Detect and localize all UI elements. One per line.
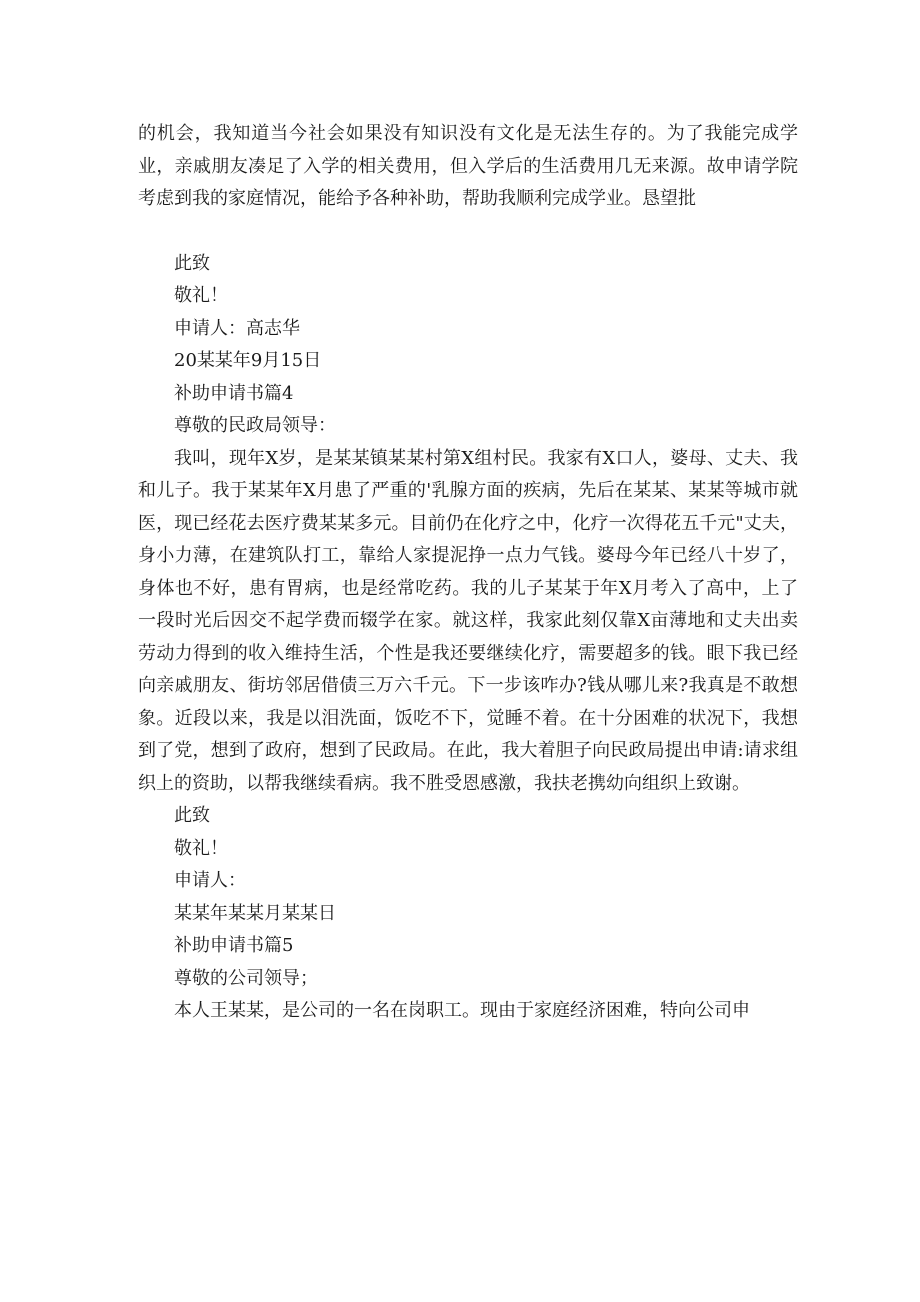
applicant-signature: 申请人：高志华 xyxy=(174,317,300,339)
paragraph-application-body-4: 我叫，现年X岁，是某某镇某某村第X组村民。我家有X口人，婆母、丈夫、我和儿子。我于某某年X月患了严重的'乳腺方面的疾病，先后在某某、某某等城市就医，现已经花去医疗费某某多元。目前仍在化疗之中，化疗一次得花五千元"丈夫，身小力薄，在建筑队打工，靠给人家提泥挣一点力气钱。婆母今年已经八十岁了，身体也不好，患有胃病，也是经常吃药。我的儿子某某于年X月考入了高中，上了一段时光后因交不起学费而辍学在家。就这样，我家此刻仅靠X亩薄地和丈夫出卖劳动力得到的收入维持生活，个性是我还要继续化疗，需要超多的钱。眼下我已经向亲戚朋友、街坊邻居借债三万六千元。下一步该咋办?钱从哪儿来?我真是不敢想象。近段以来，我是以泪洗面，饭吃不下，觉睡不着。在十分困难的状况下，我想到了党，想到了政府，想到了民政局。在此，我大着胆子向民政局提出申请:请求组织上的资助，以帮我继续看病。我不胜受恩感激，我扶老携幼向组织上致谢。 xyxy=(138,447,798,794)
document-body xyxy=(138,118,798,1028)
paragraph-application-body-5: 本人王某某，是公司的一名在岗职工。现由于家庭经济困难，特向公司申 xyxy=(174,1000,750,1021)
section-heading-5: 补助申请书篇5 xyxy=(174,935,294,956)
closing-jing-li: 敬礼！ xyxy=(174,285,228,306)
applicant-signature-2: 申请人： xyxy=(174,870,246,891)
salutation-company: 尊敬的公司领导； xyxy=(174,967,318,989)
section-heading-4: 补助申请书篇4 xyxy=(174,382,294,404)
closing-ci-zhi-2: 此致 xyxy=(174,805,210,826)
paragraph-intro-continuation: 的机会，我知道当今社会如果没有知识没有文化是无法生存的。为了我能完成学业，亲戚朋友凑足了入学的相关费用，但入学后的生活费用几无来源。故申请学院考虑到我的家庭情况，能给予各种补助，帮助我顺利完成学业。恳望批 xyxy=(138,123,798,209)
application-date: 20某某年9月15日 xyxy=(174,350,322,371)
salutation-civil-affairs: 尊敬的民政局领导： xyxy=(174,415,336,436)
application-date-2: 某某年某某月某某日 xyxy=(174,902,336,924)
closing-ci-zhi: 此致 xyxy=(174,252,210,274)
closing-jing-li-2: 敬礼！ xyxy=(174,837,228,859)
